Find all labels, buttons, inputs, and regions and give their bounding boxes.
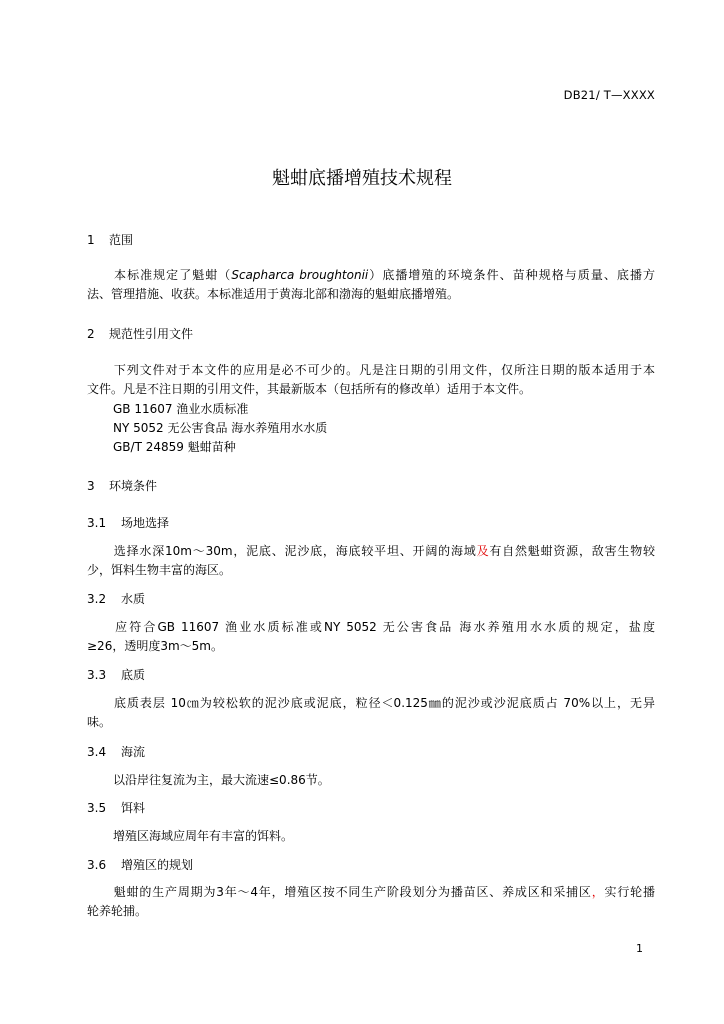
reference-item: NY 5052 无公害食品 海水养殖用水水质: [113, 421, 328, 435]
section-1-paragraph: [87, 266, 655, 304]
document-code: DB21/ T—XXXX: [563, 88, 655, 102]
reference-item: GB 11607 渔业水质标准: [113, 402, 249, 416]
section-title: 增殖区的规划: [121, 858, 194, 872]
document-title: 魁蚶底播增殖技术规程: [272, 168, 452, 189]
section-number: 3.2: [87, 592, 107, 606]
text-line: 底质表层 10㎝为较松软的泥沙底或泥底，粒径＜0.125㎜的泥沙或沙泥底质占 70%以上，无异: [113, 696, 655, 710]
subsection-3-6-paragraph: [87, 883, 655, 921]
section-2-heading: [87, 325, 193, 342]
subsection-3-3-paragraph: [87, 694, 655, 732]
section-title: 规范性引用文件: [109, 327, 194, 341]
text-line: ≥26，透明度3m～5m。: [87, 639, 223, 653]
text-line: 下列文件对于本文件的应用是必不可少的。凡是注日期的引用文件，仅所注日期的版本适用于本: [113, 363, 655, 377]
section-number: 3.3: [87, 668, 107, 682]
section-number: 3.6: [87, 858, 107, 872]
text-line: 文件。凡是不注日期的引用文件，其最新版本（包括所有的修改单）适用于本文件。: [87, 382, 532, 396]
subsection-3-3-heading: [87, 666, 145, 683]
text-fragment: 魁蚶的生产周期为3年～4年，增殖区按不同生产阶段划分为播苗区、养成区和采捕区: [113, 885, 592, 899]
page-number: 1: [636, 942, 643, 955]
text-fragment: ）底播增殖的环境条件、苗种规格与质量、底播方: [368, 268, 655, 282]
highlighted-mark: 及: [476, 544, 490, 558]
section-title: 范围: [109, 233, 134, 247]
text-fragment: 有自然魁蚶资源，敌害生物较: [489, 544, 655, 558]
text-line: 轮养轮捕。: [87, 904, 148, 918]
species-latin-name: Scapharca broughtonii: [231, 268, 369, 282]
section-2-paragraph: [87, 361, 655, 399]
section-number: 3: [87, 479, 95, 493]
subsection-3-4-paragraph: 以沿岸往复流为主，最大流速≤0.86节。: [113, 773, 330, 787]
section-title: 饵料: [121, 801, 146, 815]
text-fragment: 本标准规定了魁蚶（: [113, 268, 232, 282]
subsection-3-4-heading: [87, 743, 145, 760]
reference-item: GB/T 24859 魁蚶苗种: [113, 440, 236, 454]
text-line: 少，饵料生物丰富的海区。: [87, 563, 232, 577]
text-line: 味。: [87, 715, 112, 729]
section-1-heading: [87, 231, 133, 248]
text-line: 应符合GB 11607 渔业水质标准或NY 5052 无公害食品 海水养殖用水水质的规定，盐度: [113, 620, 655, 634]
text-line: 法、管理措施、收获。本标准适用于黄海北部和渤海的魁蚶底播增殖。: [87, 287, 460, 301]
subsection-3-2-heading: [87, 590, 145, 607]
subsection-3-2-paragraph: [87, 618, 655, 656]
text-fragment: 选择水深10m～30m，泥底、泥沙底，海底较平坦、开阔的海域: [113, 544, 477, 558]
text-fragment: 实行轮播: [604, 885, 655, 899]
section-number: 3.1: [87, 516, 107, 530]
highlighted-mark: ，: [591, 885, 605, 899]
subsection-3-6-heading: [87, 856, 193, 873]
section-3-heading: [87, 477, 157, 494]
section-number: 3.4: [87, 745, 107, 759]
section-title: 环境条件: [109, 479, 158, 493]
section-title: 底质: [121, 668, 146, 682]
section-number: 1: [87, 233, 95, 247]
section-title: 水质: [121, 592, 146, 606]
subsection-3-1-heading: [87, 514, 169, 531]
subsection-3-1-paragraph: [87, 542, 655, 580]
section-title: 场地选择: [121, 516, 170, 530]
section-number: 3.5: [87, 801, 107, 815]
section-title: 海流: [121, 745, 146, 759]
section-number: 2: [87, 327, 95, 341]
subsection-3-5-paragraph: 增殖区海域应周年有丰富的饵料。: [113, 829, 294, 843]
subsection-3-5-heading: [87, 799, 145, 816]
